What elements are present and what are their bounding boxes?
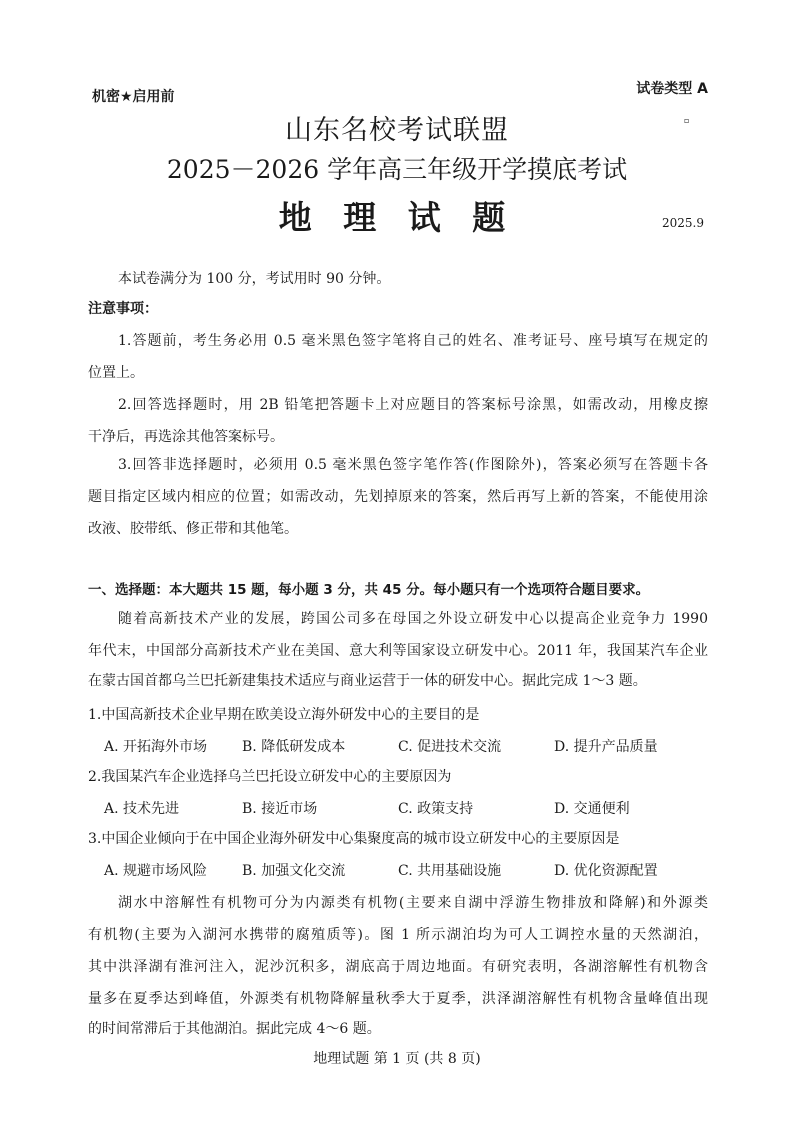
- question-2: 2.我国某汽车企业选择乌兰巴托设立研发中心的主要原因为: [88, 769, 452, 785]
- question-1: 1.中国高新技术企业早期在欧美设立海外研发中心的主要目的是: [88, 707, 480, 723]
- page-footer: 地理试题 第 1 页 (共 8 页): [313, 1051, 481, 1067]
- subject-title: 地 理 试 题: [278, 198, 516, 237]
- confidential-label: 机密★启用前: [92, 89, 175, 105]
- notice-heading: 注意事项：: [88, 301, 158, 317]
- option-a: A. 技术先进: [104, 801, 180, 817]
- question-3: 3.中国企业倾向于在中国企业海外研发中心集聚度高的城市设立研发中心的主要原因是: [88, 831, 620, 847]
- exam-name-title: 2025－2026 学年高三年级开学摸底考试: [166, 155, 628, 184]
- passage-2-line-1: 湖水中溶解性有机物可分为内源类有机物(主要来自湖中浮游生物排放和降解)和外源类: [118, 895, 708, 911]
- paper-type-label: 试卷类型 A: [636, 81, 708, 97]
- option-c: C. 共用基础设施: [398, 863, 502, 879]
- notice-item-3-line-1: 3.回答非选择题时，必须用 0.5 毫米黑色签字笔作答(作图除外)，答案必须写在答题卡各: [118, 457, 708, 473]
- option-c: C. 政策支持: [398, 801, 474, 817]
- passage-2-line-5: 的时间常滞后于其他湖泊。据此完成 4～6 题。: [88, 1021, 381, 1037]
- notice-item-3-line-3: 改液、胶带纸、修正带和其他笔。: [88, 521, 298, 537]
- option-b: B. 加强文化交流: [242, 863, 346, 879]
- option-d: D. 交通便利: [554, 801, 630, 817]
- option-d: D. 提升产品质量: [554, 739, 658, 755]
- option-c: C. 促进技术交流: [398, 739, 502, 755]
- passage-2-line-4: 量多在夏季达到峰值，外源类有机物降解量秋季大于夏季，洪泽湖溶解性有机物含量峰值出现: [88, 991, 708, 1007]
- exam-org-title: 山东名校考试联盟: [285, 115, 509, 146]
- option-d: D. 优化资源配置: [554, 863, 658, 879]
- question-2-options: [104, 798, 704, 816]
- option-a: A. 开拓海外市场: [104, 739, 208, 755]
- passage-2-line-2: 有机物(主要为入湖河水携带的腐殖质等)。图 1 所示湖泊均为可人工调控水量的天然湖泊，: [88, 927, 708, 943]
- notice-item-3-line-2: 题目指定区域内相应的位置；如需改动，先划掉原来的答案，然后再写上新的答案，不能使用涂: [88, 489, 708, 505]
- intro-text: 本试卷满分为 100 分，考试用时 90 分钟。: [118, 271, 391, 287]
- exam-date: 2025.9: [662, 216, 704, 230]
- passage-1-line-3: 在蒙古国首都乌兰巴托新建集技术适应与商业运营于一体的研发中心。据此完成 1～3 题。: [88, 673, 647, 689]
- corner-mark: ▫: [684, 116, 690, 125]
- passage-2-line-3: 其中洪泽湖有淮河注入，泥沙沉积多，湖底高于周边地面。有研究表明，各湖溶解性有机物含: [88, 959, 708, 975]
- section-1-heading: 一、选择题：本大题共 15 题，每小题 3 分，共 45 分。每小题只有一个选项符合题目要求。: [88, 582, 650, 598]
- notice-item-1-line-1: 1.答题前，考生务必用 0.5 毫米黑色签字笔将自己的姓名、准考证号、座号填写在规定的: [118, 333, 708, 349]
- notice-item-2-line-1: 2.回答选择题时，用 2B 铅笔把答题卡上对应题目的答案标号涂黑，如需改动，用橡皮擦: [118, 397, 708, 413]
- notice-item-1-line-2: 位置上。: [88, 365, 144, 381]
- option-b: B. 降低研发成本: [242, 739, 346, 755]
- option-b: B. 接近市场: [242, 801, 318, 817]
- notice-item-2-line-2: 干净后，再选涂其他答案标号。: [88, 429, 284, 445]
- question-1-options: [104, 736, 704, 754]
- passage-1-line-2: 年代末，中国部分高新技术产业在美国、意大利等国家设立研发中心。2011 年，我国某汽车企业: [88, 643, 708, 659]
- passage-1-line-1: 随着高新技术产业的发展，跨国公司多在母国之外设立研发中心以提高企业竞争力 1990: [118, 611, 708, 627]
- question-3-options: [104, 860, 704, 878]
- option-a: A. 规避市场风险: [104, 863, 208, 879]
